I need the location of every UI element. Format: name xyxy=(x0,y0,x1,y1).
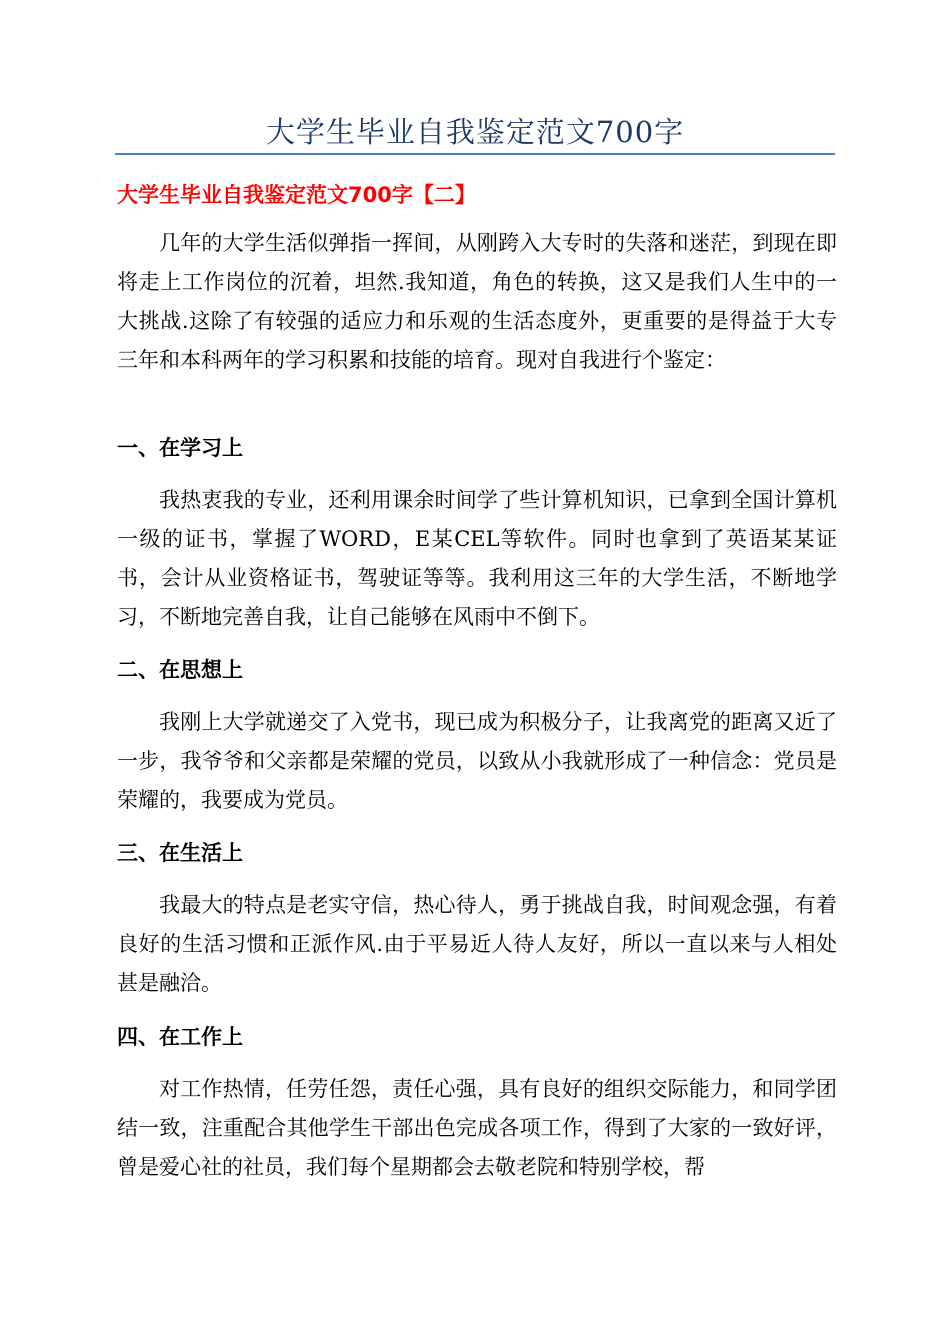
heading-work: 四、在工作上 xyxy=(117,1025,243,1049)
paragraph-study: 我热衷我的专业，还利用课余时间学了些计算机知识，已拿到全国计算机一级的证书，掌握了WORD，E某CEL等软件。同时也拿到了英语某某证书，会计从业资格证书，驾驶证等等。我利用这三年的大学生活，不断地学习，不断地完善自我，让自己能够在风雨中不倒下。 xyxy=(117,488,837,629)
paragraph-life: 我最大的特点是老实守信，热心待人，勇于挑战自我，时间观念强，有着良好的生活习惯和正派作风.由于平易近人待人友好，所以一直以来与人相处甚是融洽。 xyxy=(117,893,837,995)
heading-study: 一、在学习上 xyxy=(117,436,243,460)
heading-thought: 二、在思想上 xyxy=(117,658,243,682)
heading-life: 三、在生活上 xyxy=(117,841,243,865)
intro-paragraph: 几年的大学生活似弹指一挥间，从刚跨入大专时的失落和迷茫，到现在即将走上工作岗位的沉着，坦然.我知道，角色的转换，这又是我们人生中的一大挑战.这除了有较强的适应力和乐观的生活态度外，更重要的是得益于大专三年和本科两年的学习积累和技能的培育。现对自我进行个鉴定： xyxy=(117,231,837,372)
paragraph-thought: 我刚上大学就递交了入党书，现已成为积极分子，让我离党的距离又近了一步，我爷爷和父亲都是荣耀的党员，以致从小我就形成了一种信念：党员是荣耀的，我要成为党员。 xyxy=(117,710,837,812)
paragraph-work: 对工作热情，任劳任怨，责任心强，具有良好的组织交际能力，和同学团结一致，注重配合其他学生干部出色完成各项工作，得到了大家的一致好评，曾是爱心社的社员，我们每个星期都会去敬老院和特别学校，帮 xyxy=(117,1077,837,1179)
title-divider xyxy=(115,153,835,155)
document-title: 大学生毕业自我鉴定范文700字 xyxy=(265,115,685,149)
section-title: 大学生毕业自我鉴定范文700字【二】 xyxy=(117,183,476,207)
